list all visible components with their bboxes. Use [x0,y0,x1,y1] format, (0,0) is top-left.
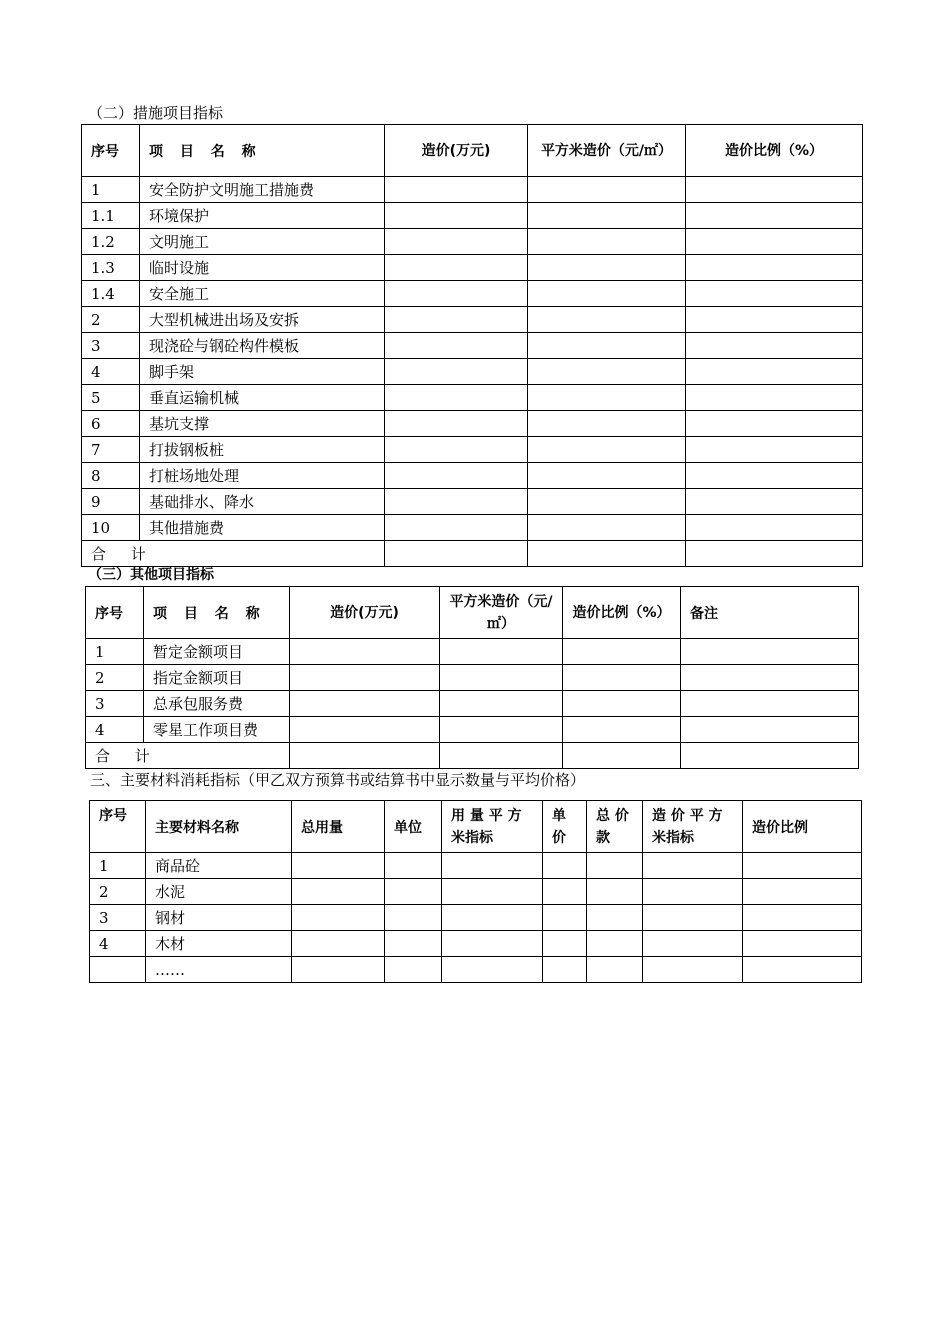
row-number: 2 [82,307,140,333]
header-cost-ratio: 造价比例 [743,801,862,853]
row-number: 7 [82,437,140,463]
empty-cell [686,437,863,463]
total-unit-cost-cell [440,743,563,769]
empty-cell [686,411,863,437]
empty-cell [686,385,863,411]
table-row [82,437,863,463]
empty-cell [528,333,686,359]
row-item-name: 打拔钢板桩 [140,437,385,463]
table-row [82,229,863,255]
row-item-name: 商品砼 [146,853,292,879]
empty-cell [743,905,862,931]
row-item-name: 现浇砼与钢砼构件模板 [140,333,385,359]
table-row [86,717,859,743]
empty-cell [385,515,528,541]
row-number: 4 [90,931,146,957]
empty-cell [686,307,863,333]
empty-cell [440,665,563,691]
empty-cell [442,957,543,983]
empty-cell [290,691,440,717]
empty-cell [528,437,686,463]
row-number: 1.3 [82,255,140,281]
total-label: 合 计 [86,743,290,769]
empty-cell [385,359,528,385]
empty-cell [385,177,528,203]
header-qty-per-sqm: 用 量 平 方 米指标 [442,801,543,853]
empty-cell [385,931,442,957]
empty-cell [528,307,686,333]
empty-cell [563,691,681,717]
empty-cell [686,255,863,281]
header-cost-per-sqm: 造 价 平 方 米指标 [643,801,743,853]
empty-cell [528,359,686,385]
empty-cell [442,879,543,905]
total-row [82,541,863,567]
total-cost-cell [385,541,528,567]
empty-cell [643,879,743,905]
header-material-name: 主要材料名称 [146,801,292,853]
empty-cell [563,717,681,743]
row-number: 4 [82,359,140,385]
row-item-name: 钢材 [146,905,292,931]
row-item-name: 基坑支撑 [140,411,385,437]
row-number: 2 [90,879,146,905]
table-row [86,639,859,665]
total-unit-cost-cell [528,541,686,567]
table-row [90,931,862,957]
empty-cell [385,333,528,359]
empty-cell [587,957,643,983]
header-name: 项 目 名 称 [140,125,385,177]
table-row [82,333,863,359]
empty-cell [563,665,681,691]
header-ratio: 造价比例（%） [686,125,863,177]
row-item-name: 指定金额项目 [144,665,290,691]
empty-cell [543,879,587,905]
other-items-table [85,586,859,769]
table-row [82,411,863,437]
table-row [82,463,863,489]
table-row [82,359,863,385]
empty-cell [686,333,863,359]
empty-cell [686,489,863,515]
empty-cell [292,879,385,905]
row-item-name: 暂定金额项目 [144,639,290,665]
row-item-name: 脚手架 [140,359,385,385]
empty-cell [385,385,528,411]
empty-cell [385,411,528,437]
row-number: 9 [82,489,140,515]
row-number: 3 [90,905,146,931]
row-item-name: 打桩场地处理 [140,463,385,489]
empty-cell [686,203,863,229]
header-no: 序号 [90,801,146,853]
measures-table [81,124,863,567]
empty-cell [290,717,440,743]
empty-cell [385,229,528,255]
row-item-name: …… [146,957,292,983]
header-unit-cost: 平方米造价（元/㎡） [440,587,563,639]
empty-cell [528,281,686,307]
table-row [82,307,863,333]
row-item-name: 水泥 [146,879,292,905]
row-number: 1.4 [82,281,140,307]
empty-cell [743,957,862,983]
empty-cell [543,957,587,983]
empty-cell [528,177,686,203]
table-row [82,177,863,203]
total-remark-cell [681,743,859,769]
empty-cell [528,203,686,229]
header-name: 项 目 名 称 [144,587,290,639]
header-remark: 备注 [681,587,859,639]
empty-cell [442,853,543,879]
row-item-name: 环境保护 [140,203,385,229]
table-row [90,905,862,931]
row-item-name: 总承包服务费 [144,691,290,717]
row-item-name: 垂直运输机械 [140,385,385,411]
empty-cell [292,957,385,983]
empty-cell [528,515,686,541]
empty-cell [385,957,442,983]
empty-cell [385,437,528,463]
empty-cell [442,905,543,931]
total-ratio-cell [563,743,681,769]
materials-title: 三、主要材料消耗指标（甲乙双方预算书或结算书中显示数量与平均价格） [90,771,586,789]
row-number: 1 [90,853,146,879]
row-number: 3 [86,691,144,717]
row-number: 3 [82,333,140,359]
empty-cell [385,203,528,229]
total-ratio-cell [686,541,863,567]
empty-cell [385,879,442,905]
empty-cell [385,281,528,307]
table-row [82,489,863,515]
header-unit-cost: 平方米造价（元/㎡） [528,125,686,177]
empty-cell [686,229,863,255]
empty-cell [290,639,440,665]
section3-title: （三）其他项目指标 [88,567,214,583]
empty-cell [743,931,862,957]
empty-cell [681,639,859,665]
row-number: 2 [86,665,144,691]
row-item-name: 木材 [146,931,292,957]
row-item-name: 文明施工 [140,229,385,255]
header-ratio: 造价比例（%） [563,587,681,639]
empty-cell [587,931,643,957]
table-row [82,255,863,281]
row-number: 1.1 [82,203,140,229]
empty-cell [643,853,743,879]
row-number: 1.2 [82,229,140,255]
empty-cell [292,931,385,957]
empty-cell [681,691,859,717]
empty-cell [686,177,863,203]
empty-cell [686,359,863,385]
empty-cell [563,639,681,665]
empty-cell [587,905,643,931]
row-item-name: 安全施工 [140,281,385,307]
table-row [82,385,863,411]
header-total-price: 总 价 款 [587,801,643,853]
header-no: 序号 [82,125,140,177]
table-row [90,879,862,905]
empty-cell [681,665,859,691]
row-number [90,957,146,983]
row-item-name: 大型机械进出场及安拆 [140,307,385,333]
empty-cell [587,879,643,905]
table-row [82,515,863,541]
empty-cell [385,255,528,281]
row-item-name: 零星工作项目费 [144,717,290,743]
row-item-name: 安全防护文明施工措施费 [140,177,385,203]
table-row [82,281,863,307]
row-number: 8 [82,463,140,489]
empty-cell [686,281,863,307]
empty-cell [643,905,743,931]
row-number: 6 [82,411,140,437]
table-row [86,665,859,691]
row-item-name: 临时设施 [140,255,385,281]
empty-cell [681,717,859,743]
row-number: 5 [82,385,140,411]
empty-cell [292,905,385,931]
empty-cell [440,717,563,743]
header-cost: 造价(万元) [385,125,528,177]
row-number: 1 [86,639,144,665]
empty-cell [385,489,528,515]
row-item-name: 基础排水、降水 [140,489,385,515]
row-number: 1 [82,177,140,203]
empty-cell [528,229,686,255]
empty-cell [528,411,686,437]
table-row [90,853,862,879]
row-item-name: 其他措施费 [140,515,385,541]
table-row [90,957,862,983]
empty-cell [528,385,686,411]
table-row [82,203,863,229]
empty-cell [385,905,442,931]
row-number: 4 [86,717,144,743]
empty-cell [543,905,587,931]
header-cost: 造价(万元) [290,587,440,639]
empty-cell [686,515,863,541]
empty-cell [440,639,563,665]
empty-cell [292,853,385,879]
empty-cell [543,931,587,957]
empty-cell [543,853,587,879]
empty-cell [290,665,440,691]
header-no: 序号 [86,587,144,639]
empty-cell [643,957,743,983]
empty-cell [743,879,862,905]
empty-cell [528,489,686,515]
empty-cell [385,853,442,879]
empty-cell [528,463,686,489]
total-row [86,743,859,769]
header-unit-price: 单 价 [543,801,587,853]
total-cost-cell [290,743,440,769]
empty-cell [686,463,863,489]
empty-cell [587,853,643,879]
header-total-qty: 总用量 [292,801,385,853]
empty-cell [743,853,862,879]
empty-cell [442,931,543,957]
empty-cell [528,255,686,281]
section2-title: （二）措施项目指标 [88,104,224,122]
empty-cell [385,307,528,333]
row-number: 10 [82,515,140,541]
empty-cell [385,463,528,489]
materials-table [89,800,862,983]
header-unit: 单位 [385,801,442,853]
empty-cell [440,691,563,717]
table-row [86,691,859,717]
empty-cell [643,931,743,957]
total-label: 合 计 [82,541,385,567]
